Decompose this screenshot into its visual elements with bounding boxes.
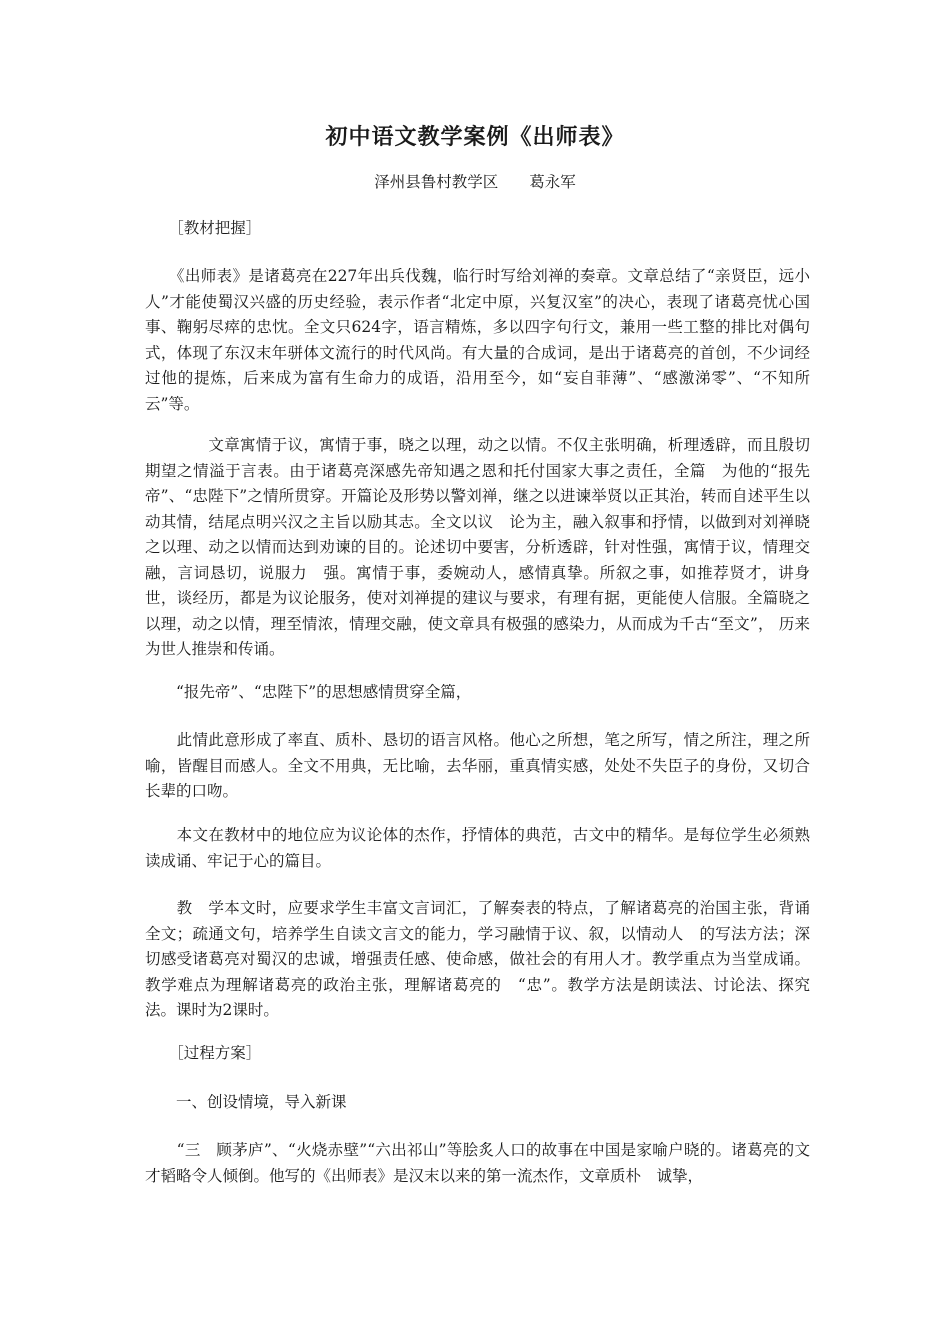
author-line: 泽州县鲁村教学区 葛永军 (374, 173, 576, 191)
paragraph-teaching: 教 学本文时，应要求学生丰富文言词汇，了解奏表的特点，了解诸葛亮的治国主张，背诵全文；疏通文句，培养学生自读文言文的能力，学习融情于议、叙，以情动人 的写法方法；深切感受诸葛亮对蜀汉的忠诚，增强责任感、使命感，做社会的有用人才。教学重点为当堂成诵。教学难点为理解诸葛亮的政治主张，理解诸葛亮的 “忠”。教学方法是朗读法、讨论法、探究法。课时为2课时。 (145, 899, 810, 1019)
step-one-heading: 一、创设情境，导入新课 (145, 1093, 347, 1111)
paragraph-analysis: 文章寓情于议，寓情于事，晓之以理，动之以情。不仅主张明确，析理透辟，而且殷切期望之情溢于言表。由于诸葛亮深感先帝知遇之恩和托付国家大事之责任，全篇 为他的“报先帝”、“忠陛下”之情所贯穿。开篇论及形势以警刘禅，继之以进谏举贤以正其治，转而自述平生以动其情，结尾点明兴汉之主旨以励其志。全文以议 论为主，融入叙事和抒情，以做到对刘禅晓之以理、动之以情而达到劝谏的目的。论述切中要害，分析透辟，针对性强，寓情于议，情理交融，言词恳切，说服力 强。寓情于事，委婉动人，感情真挚。所叙之事，如推荐贤才，讲身世，谈经历，都是为议论服务，使对刘禅提的建议与要求，有理有据，更能使人信服。全篇晓之 以理，动之以情，理至情浓，情理交融，使文章具有极强的感染力，从而成为千古“至文”， 历来为世人推崇和传诵。 (145, 436, 826, 658)
paragraph-status: 本文在教材中的地位应为议论体的杰作，抒情体的典范，古文中的精华。是每位学生必须熟读成诵、牢记于心的篇目。 (145, 826, 810, 870)
section-heading-textbook: ［教材把握］ (145, 219, 262, 237)
paragraph-intro-story: “三 顾茅庐”、“火烧赤壁”“六出祁山”等脍炙人口的故事在中国是家喻户晓的。诸葛亮的文才韬略令人倾倒。他写的《出师表》是汉末以来的第一流杰作，文章质朴 诚挚， (145, 1141, 810, 1185)
document-title: 初中语文教学案例《出师表》 (325, 125, 625, 150)
paragraph-theme: “报先帝”、“忠陛下”的思想感情贯穿全篇， (145, 683, 472, 701)
section-heading-process: ［过程方案］ (145, 1044, 262, 1062)
paragraph-style: 此情此意形成了率直、质朴、恳切的语言风格。他心之所想，笔之所写，情之所注，理之所喻，皆醒目而感人。全文不用典，无比喻，去华丽，重真情实感，处处不失臣子的身份，又切合长辈的口吻。 (145, 731, 810, 800)
paragraph-intro: 《出师表》是诸葛亮在227年出兵伐魏，临行时写给刘禅的奏章。文章总结了“亲贤臣，远小人”才能使蜀汉兴盛的历史经验，表示作者“北定中原，兴复汉室”的决心，表现了诸葛亮忧心国事、鞠躬尽瘁的忠忱。全文只624字，语言精炼，多以四字句行文，兼用一些工整的排比对偶句式，体现了东汉末年骈体文流行的时代风尚。有大量的合成词，是出于诸葛亮的首创，不少词经过他的提炼，后来成为富有生命力的成语，沿用至今，如“妄自菲薄”、“感激涕零”、“不知所云”等。 (145, 267, 810, 413)
